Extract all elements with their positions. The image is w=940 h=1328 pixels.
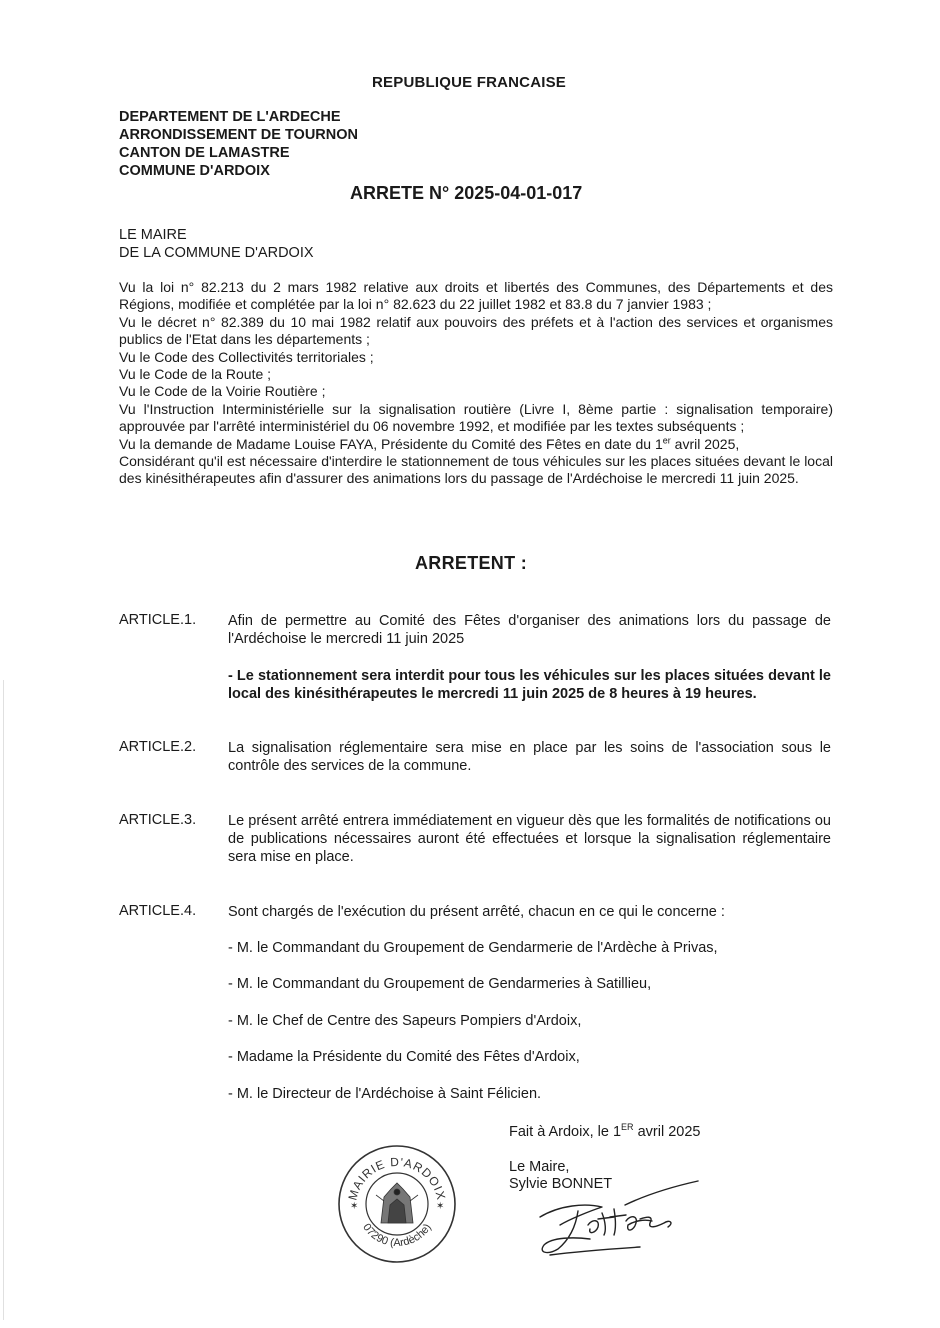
article-4-text: Sont chargés de l'exécution du présent arrêté, chacun en ce qui le concerne :	[228, 904, 725, 920]
article-4-label: ARTICLE.4.	[119, 903, 197, 919]
republique-heading: REPUBLIQUE FRANCAISE	[372, 74, 567, 91]
maire-line-2: DE LA COMMUNE D'ARDOIX	[119, 245, 314, 261]
departement-line: DEPARTEMENT DE L'ARDECHE	[119, 109, 341, 125]
commune-line: COMMUNE D'ARDOIX	[119, 163, 270, 179]
maire-heading	[119, 226, 314, 262]
mairie-seal	[336, 1143, 458, 1270]
signature-scribble-icon	[530, 1175, 710, 1270]
list-item: - M. le Commandant du Groupement de Gendarmerie de l'Ardèche à Privas,	[228, 940, 718, 956]
article-2-text: La signalisation réglementaire sera mise en place par les soins de l'association sous le contrôle des services de la commune.	[228, 740, 831, 774]
handwritten-signature	[530, 1175, 710, 1275]
visa-loi: Vu la loi n° 82.213 du 2 mars 1982 relative aux droits et libertés des Communes, des Départements et des Régions, modifiée et complétée par la loi n° 82.623 du 22 juillet 1982 et 83.8 du 7 janvier 1983 ;	[119, 279, 833, 313]
visa-code-route: Vu le Code de la Route ;	[119, 366, 272, 383]
visa-demande-sup: er	[662, 435, 671, 445]
arrete-number: ARRETE N° 2025-04-01-017	[350, 183, 583, 203]
signatory-name: Sylvie BONNET	[509, 1176, 613, 1192]
visa-code-voirie: Vu le Code de la Voirie Routière ;	[119, 383, 326, 400]
considerant: Considérant qu'il est nécessaire d'interdire le stationnement de tous véhicules sur les places situées devant le local des kinésithérapeutes afin d'assurer des animations lors du passage de l'Ardéchoise le mercredi 11 juin 2025.	[119, 453, 833, 487]
svg-text:✶: ✶	[350, 1201, 359, 1212]
visa-decret: Vu le décret n° 82.389 du 10 mai 1982 relatif aux pouvoirs des préfets et à l'action des services et organismes publics de l'Etat dans les départements ;	[119, 313, 833, 348]
article-1-interdiction: - Le stationnement sera interdit pour tous les véhicules sur les places situées devant le local des kinésithérapeutes le mercredi 11 juin 2025 de 8 heures à 19 heures.	[228, 668, 831, 702]
article-2-label: ARTICLE.2.	[119, 739, 197, 755]
article-1-label: ARTICLE.1.	[119, 612, 197, 628]
maire-line-1: LE MAIRE	[119, 227, 187, 243]
visa-demande-date: avril 2025,	[670, 435, 740, 452]
visa-instruction: Vu l'Instruction Interministérielle sur la signalisation routière (Livre I, 8ème partie : signalisation temporaire) approuvée par l'arrêté interministériel du 06 novembre 1992, et modifiée par les textes subséquents ;	[119, 400, 833, 435]
article-3-label: ARTICLE.3.	[119, 812, 197, 828]
seal-bottom-text: 07290 (Ardèche)	[360, 1221, 434, 1250]
svg-text:✶: ✶	[436, 1201, 445, 1212]
visa-code-collectivites: Vu le Code des Collectivités territoriales ;	[119, 348, 374, 365]
article-3-text: Le présent arrêté entrera immédiatement en vigueur dès que les formalités de notifications ou de publications nécessaires auront été effectuées et lorsque la signalisation réglementaire sera mise en place.	[228, 813, 831, 865]
fait-a-date: avril 2025	[633, 1124, 701, 1140]
signatory-role: Le Maire,	[509, 1159, 570, 1175]
article-1-text: Afin de permettre au Comité des Fêtes d'organiser des animations lors du passage de l'Ardéchoise le mercredi 11 juin 2025	[228, 613, 831, 647]
visa-demande-text: Vu la demande de Madame Louise FAYA, Présidente du Comité des Fêtes en date du 1	[119, 435, 663, 452]
list-item: - Madame la Présidente du Comité des Fêtes d'Ardoix,	[228, 1049, 580, 1065]
seal-top-text: MAIRIE D'ARDOIX	[345, 1154, 449, 1202]
list-item: - M. le Chef de Centre des Sapeurs Pompiers d'Ardoix,	[228, 1013, 582, 1029]
canton-line: CANTON DE LAMASTRE	[119, 145, 290, 161]
scan-margin-line	[3, 680, 4, 1320]
arretent-heading: ARRETENT :	[415, 553, 527, 573]
list-item: - M. le Directeur de l'Ardéchoise à Saint Félicien.	[228, 1086, 542, 1102]
visas-block	[119, 279, 833, 488]
administrative-header	[119, 108, 358, 180]
fait-a-line	[509, 1124, 700, 1140]
arrondissement-line: ARRONDISSEMENT DE TOURNON	[119, 127, 358, 143]
list-item: - M. le Commandant du Groupement de Gendarmeries à Satillieu,	[228, 976, 652, 992]
fait-a-text: Fait à Ardoix, le 1	[509, 1124, 622, 1140]
fait-a-sup: ER	[621, 1122, 634, 1133]
seal-stamp-icon	[336, 1143, 458, 1265]
visa-demande	[119, 436, 833, 453]
